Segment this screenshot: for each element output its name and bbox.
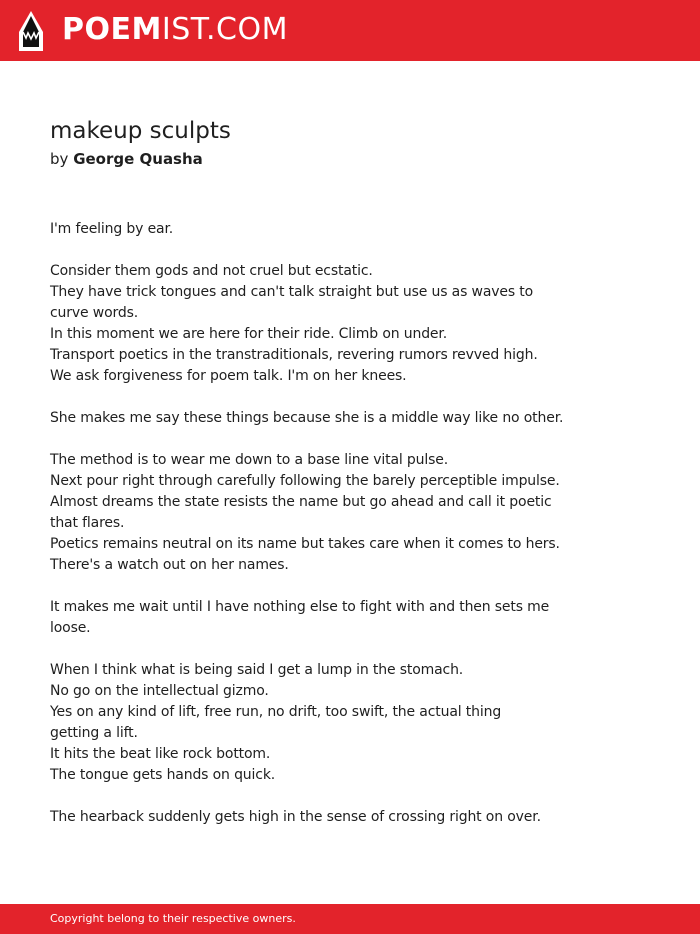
poem-line: The method is to wear me down to a base line vital pulse. xyxy=(50,452,449,468)
poem-stanza xyxy=(50,807,570,828)
poem-line: The hearback suddenly gets high in the sense of crossing right on over. xyxy=(50,809,541,825)
poem-body xyxy=(50,219,570,849)
copyright-text: Copyright belong to their respective owners. xyxy=(50,912,296,925)
poem-line: Transport poetics in the transtraditionals, revering rumors revved high. xyxy=(50,347,538,363)
poem-line: In this moment we are here for their ride. Climb on under. xyxy=(50,326,448,342)
author-name: George Quasha xyxy=(73,150,203,168)
poem-line: It hits the beat like rock bottom. xyxy=(50,746,271,762)
site-header xyxy=(0,0,700,61)
poem-line: When I think what is being said I get a lump in the stomach. xyxy=(50,662,464,678)
poem-stanza xyxy=(50,660,570,786)
poem-line: We ask forgiveness for poem talk. I'm on her knees. xyxy=(50,368,407,384)
poem-line: Yes on any kind of lift, free run, no drift, too swift, the actual thing xyxy=(50,704,502,720)
byline xyxy=(50,148,203,170)
poem-stanza xyxy=(50,261,570,387)
logo-bold-text: POEM xyxy=(62,12,162,47)
poem-line: They have trick tongues and can't talk straight but use us as waves to xyxy=(50,284,534,300)
pencil-icon[interactable] xyxy=(18,10,44,52)
poem-line: that flares. xyxy=(50,515,125,531)
poem-line: She makes me say these things because she is a middle way like no other. xyxy=(50,410,564,426)
poem-line: No go on the intellectual gizmo. xyxy=(50,683,269,699)
poem-line: Almost dreams the state resists the name but go ahead and call it poetic xyxy=(50,494,552,510)
poem-line: Next pour right through carefully following the barely perceptible impulse. xyxy=(50,473,560,489)
poem-title: makeup sculpts xyxy=(50,118,231,144)
poem-stanza xyxy=(50,408,570,429)
site-footer xyxy=(0,904,700,934)
poem-line: I'm feeling by ear. xyxy=(50,221,174,237)
site-logo[interactable] xyxy=(62,12,288,48)
poem-stanza xyxy=(50,597,570,639)
logo-light-text: IST.COM xyxy=(161,12,288,47)
poem-line: Consider them gods and not cruel but ecstatic. xyxy=(50,263,373,279)
poem-line: It makes me wait until I have nothing else to fight with and then sets me xyxy=(50,599,550,615)
poem-line: curve words. xyxy=(50,305,139,321)
poem-line: loose. xyxy=(50,620,91,636)
poem-line: Poetics remains neutral on its name but takes care when it comes to hers. xyxy=(50,536,560,552)
poem-line: There's a watch out on her names. xyxy=(50,557,289,573)
by-label: by xyxy=(50,150,69,168)
poem-stanza xyxy=(50,450,570,576)
poem-line: The tongue gets hands on quick. xyxy=(50,767,276,783)
poem-stanza xyxy=(50,219,570,240)
poem-line: getting a lift. xyxy=(50,725,138,741)
